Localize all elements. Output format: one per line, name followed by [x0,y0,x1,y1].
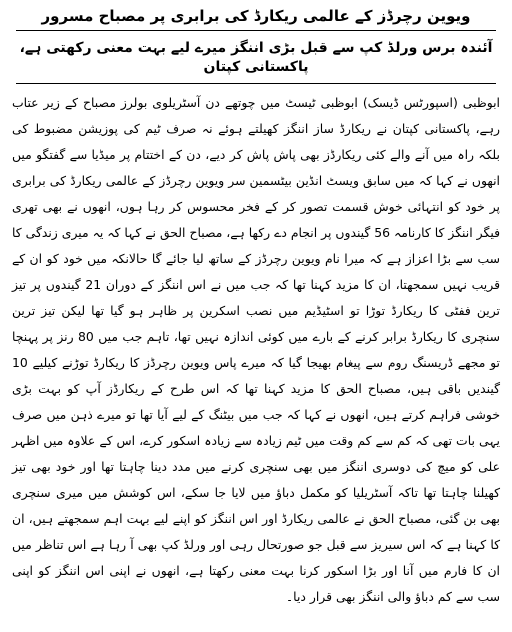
headline: ویوین رچرڈز کے عالمی ریکارڈ کی برابری پر مصباح مسرور [41,7,471,25]
subheadline-divider [16,83,496,84]
article-body: ابوظبی (اسپورٹس ڈیسک) ابوظبی ٹیسٹ میں چوتھے دن آسٹریلوی بولرز مصباح کے زیر عتاب رہے، پاکستانی کپتان نے ریکارڈ ساز اننگز کھیلتے ہوئے نہ صرف ٹیم کی پوزیشن مضبوط کی بلکہ راہ میں آنے والے کئی ریکارڈز بھی پاش پاش کر دیے، دن کے اختتام پر میڈیا سے گفتگو میں انھوں نے کہا کہ میں سابق ویسٹ انڈین بیٹسمین سر ویوین رچرڈز کے عالمی ریکارڈ کی برابری پر خود کو انتہائی خوش قسمت تصور کر کے فخر محسوس کر رہا ہوں، انھوں نے بھی تھری فیگر اننگز کا کارنامہ 56 گیندوں پر انجام دے رکھا ہے، مصباح الحق نے کہا کہ یہ میری زندگی کا سب سے بڑا اعزاز ہے کہ میرا نام ویوین رچرڈز کے ساتھ لیا جائے گا حالانکہ میں خود کو ان کے قریب نہیں سمجھتا، ان کا مزید کہنا تھا کہ جب میں نے اس اننگز کے دوران 21 گیندوں پر تیز ترین ففٹی کا ریکارڈ توڑا تو اسٹیڈیم میں نصب اسکرین پر ظاہر ہو گیا تھا لیکن تیز ترین سنچری کا ریکارڈ برابر کرنے کے بارے میں کوئی اندازہ نہیں تھا، تاہم جب میں 80 رنز پر پہنچا تو مجھے ڈریسنگ روم سے پیغام بھیجا گیا کہ میرے پاس ویوین رچرڈز کا ریکارڈ توڑنے کیلیے 10 گیندیں باقی ہیں، مصباح الحق کا مزید کہنا تھا کہ اس طرح کے ریکارڈز آپ کو بہت بڑی خوشی فراہم کرتے ہیں، انھوں نے کہا کہ جب میں بیٹنگ کے لیے آیا تھا تو میرے ذہن میں صرف یہی بات تھی کہ کم سے کم وقت میں ٹیم زیادہ سے زیادہ اسکور کرے، اس کے علاوہ میں اظہر علی کو میچ کی دوسری اننگز میں بھی سنچری کرنے میں مدد دینا چاہتا تھا اور خود بھی تیز کھیلنا چاہتا تھا تاکہ آسٹریلیا کو مکمل دباؤ میں لایا جا سکے، اس کوشش میں میری سنچری بھی بن گئی، مصباح الحق نے عالمی ریکارڈ اور اس اننگز کو اپنے لیے بہت اہم سمجھتے ہیں، ان کا کہنا ہے کہ اس سیریز سے قبل جو صورتحال رہی اور ورلڈ کپ بھی آ رہا ہے اس تناظر میں ان کا فارم میں آنا اور بڑا اسکور کرنا بہت معنی رکھتا ہے، انھوں نے اپنی اس اننگز کو اپنی سب سے کم دباؤ والی اننگز بھی قرار دیا۔ [12,95,500,605]
subheadline: آئندہ برس ورلڈ کپ سے قبل بڑی اننگز میرے لیے بہت معنی رکھتی ہے، پاکستانی کپتان [19,40,493,76]
